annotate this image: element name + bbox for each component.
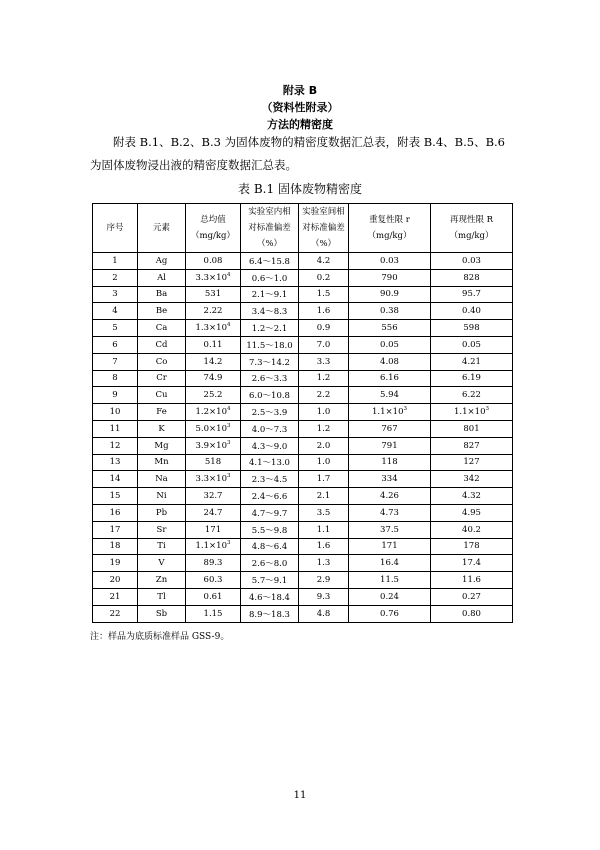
table-cell: 4.26 (349, 488, 431, 505)
table-row (93, 454, 513, 471)
table-cell: Ba (138, 286, 186, 303)
table-row (93, 370, 513, 387)
table-cell: Al (138, 269, 186, 286)
table-cell: 95.7 (431, 286, 513, 303)
table-cell: 4.21 (431, 353, 513, 370)
table-cell: 7 (93, 353, 138, 370)
table-cell: Ti (138, 538, 186, 555)
table-cell: 74.9 (186, 370, 241, 387)
table-cell: 1.7 (299, 471, 349, 488)
table-row (93, 572, 513, 589)
table-cell: $3.3\times 10^4$ (186, 269, 241, 286)
table-cell: 118 (349, 454, 431, 471)
table-cell: 4.08 (349, 353, 431, 370)
table-cell: 2.9 (299, 572, 349, 589)
table-cell: 531 (186, 286, 241, 303)
table-cell: $3.9\times 10^3$ (186, 437, 241, 454)
appendix-heading: 方法的精密度 (267, 118, 333, 131)
table-row (93, 387, 513, 404)
table-cell: 4.0～7.3 (241, 420, 299, 437)
table-cell: 40.2 (431, 521, 513, 538)
table-cell: 18 (93, 538, 138, 555)
table-cell: 11 (93, 420, 138, 437)
table-cell: 11.5～18.0 (241, 336, 299, 353)
table-cell: 171 (186, 521, 241, 538)
table-cell: Co (138, 353, 186, 370)
table-cell: 0.38 (349, 303, 431, 320)
table-cell: 4.1～13.0 (241, 454, 299, 471)
table-cell: Fe (138, 404, 186, 421)
table-cell: $1.1\times 10^3$ (431, 404, 513, 421)
table-cell: 14.2 (186, 353, 241, 370)
table-cell: 1 (93, 253, 138, 270)
table-header-row (93, 204, 513, 253)
table-cell: Ca (138, 320, 186, 337)
table-row (93, 404, 513, 421)
table-cell: 6.0～10.8 (241, 387, 299, 404)
table-cell: 171 (349, 538, 431, 555)
table-cell: 791 (349, 437, 431, 454)
table-body (93, 253, 513, 623)
table-cell: Pb (138, 504, 186, 521)
table-cell: 767 (349, 420, 431, 437)
table-cell: 3 (93, 286, 138, 303)
table-cell: 12 (93, 437, 138, 454)
table-cell: 518 (186, 454, 241, 471)
table-row (93, 320, 513, 337)
table-cell: 2.3～4.5 (241, 471, 299, 488)
appendix-subtitle: （资料性附录） (261, 101, 339, 114)
table-cell: 4.7～9.7 (241, 504, 299, 521)
table-caption: 表 B.1 固体废物精密度 (238, 182, 362, 196)
table-note: 注：样品为底质标准样品 GSS-9。 (90, 632, 230, 642)
table-cell: Ni (138, 488, 186, 505)
table-cell: 22 (93, 605, 138, 622)
table-cell: 2.1～9.1 (241, 286, 299, 303)
table-cell: 801 (431, 420, 513, 437)
table-cell: 127 (431, 454, 513, 471)
table-cell: Tl (138, 588, 186, 605)
table-cell: 16 (93, 504, 138, 521)
table-cell: 4.8～6.4 (241, 538, 299, 555)
table-cell: 0.27 (431, 588, 513, 605)
table-cell: 14 (93, 471, 138, 488)
table-cell: 3.4～8.3 (241, 303, 299, 320)
table-cell: 598 (431, 320, 513, 337)
table-cell: 0.24 (349, 588, 431, 605)
table-cell: 334 (349, 471, 431, 488)
table-cell: 2 (93, 269, 138, 286)
table-cell: 342 (431, 471, 513, 488)
table-cell: 1.2 (299, 420, 349, 437)
table-cell: Zn (138, 572, 186, 589)
table-cell: Cu (138, 387, 186, 404)
table-cell: Sr (138, 521, 186, 538)
table-row (93, 253, 513, 270)
intro-paragraph: 附表 B.1、B.2、B.3 为固体废物的精密度数据汇总表，附表 B.4、B.5、B.6 为固体废物浸出液的精密度数据汇总表。 (90, 135, 506, 172)
table-cell: 11.5 (349, 572, 431, 589)
table-row (93, 303, 513, 320)
header-element: 元素 (138, 204, 186, 253)
table-cell: 2.22 (186, 303, 241, 320)
table-cell: Na (138, 471, 186, 488)
table-cell: Be (138, 303, 186, 320)
table-cell: 0.05 (431, 336, 513, 353)
table-cell: 1.2～2.1 (241, 320, 299, 337)
table-cell: 2.6～8.0 (241, 555, 299, 572)
table-cell: 3.3 (299, 353, 349, 370)
table-cell: 10 (93, 404, 138, 421)
table-cell: 32.7 (186, 488, 241, 505)
table-cell: 1.1 (299, 521, 349, 538)
header-seq: 序号 (93, 204, 138, 253)
table-row (93, 420, 513, 437)
table-row (93, 286, 513, 303)
table-cell: 2.5～3.9 (241, 404, 299, 421)
table-row (93, 488, 513, 505)
table-cell: $5.0\times 10^3$ (186, 420, 241, 437)
table-cell: 556 (349, 320, 431, 337)
table-row (93, 336, 513, 353)
table-cell: 0.03 (349, 253, 431, 270)
table-cell: 0.05 (349, 336, 431, 353)
table-cell: 1.6 (299, 538, 349, 555)
table-cell: 1.2 (299, 370, 349, 387)
table-cell: 37.5 (349, 521, 431, 538)
table-cell: 5.5～9.8 (241, 521, 299, 538)
table-cell: Mg (138, 437, 186, 454)
page-number: 11 (293, 790, 307, 801)
table-cell: 8.9～18.3 (241, 605, 299, 622)
table-cell: 6 (93, 336, 138, 353)
table-cell: 5.94 (349, 387, 431, 404)
table-cell: 828 (431, 269, 513, 286)
table-cell: 24.7 (186, 504, 241, 521)
table-cell: 9 (93, 387, 138, 404)
table-cell: 0.9 (299, 320, 349, 337)
table-row (93, 504, 513, 521)
table-row (93, 538, 513, 555)
table-cell: 0.76 (349, 605, 431, 622)
table-cell: 0.11 (186, 336, 241, 353)
table-cell: 60.3 (186, 572, 241, 589)
table-cell: Ag (138, 253, 186, 270)
table-cell: 178 (431, 538, 513, 555)
table-cell: 17 (93, 521, 138, 538)
header-mean: 总均值 （mg/kg） (186, 204, 241, 253)
table-cell: 4.2 (299, 253, 349, 270)
header-repeatability: 重复性限 r （mg/kg） (349, 204, 431, 253)
table-cell: 1.0 (299, 404, 349, 421)
table-cell: 0.2 (299, 269, 349, 286)
table-row (93, 555, 513, 572)
table-cell: 4.6～18.4 (241, 588, 299, 605)
table-cell: 11.6 (431, 572, 513, 589)
table-cell: 1.6 (299, 303, 349, 320)
table-cell: 6.4～15.8 (241, 253, 299, 270)
table-cell: 2.1 (299, 488, 349, 505)
table-row (93, 605, 513, 622)
table-cell: 4.32 (431, 488, 513, 505)
table-row (93, 588, 513, 605)
table-row (93, 471, 513, 488)
table-cell: 1.3 (299, 555, 349, 572)
table-cell: 9.3 (299, 588, 349, 605)
precision-table (92, 203, 513, 623)
table-cell: 2.4～6.6 (241, 488, 299, 505)
table-cell: 0.40 (431, 303, 513, 320)
header-reproducibility: 再现性限 R （mg/kg） (431, 204, 513, 253)
table-cell: 4.95 (431, 504, 513, 521)
table-cell: $1.3\times 10^4$ (186, 320, 241, 337)
table-cell: $3.3\times 10^3$ (186, 471, 241, 488)
appendix-title: 附录 B (282, 84, 318, 97)
table-cell: 20 (93, 572, 138, 589)
table-cell: 89.3 (186, 555, 241, 572)
header-rsd-within: 实验室内相 对标准偏差 （%） (241, 204, 299, 253)
table-cell: 4.8 (299, 605, 349, 622)
table-cell: 4.3～9.0 (241, 437, 299, 454)
table-cell: 4 (93, 303, 138, 320)
table-cell: 3.5 (299, 504, 349, 521)
table-row (93, 269, 513, 286)
table-cell: Mn (138, 454, 186, 471)
table-cell: 7.0 (299, 336, 349, 353)
table-cell: 0.08 (186, 253, 241, 270)
table-row (93, 353, 513, 370)
table-cell: 790 (349, 269, 431, 286)
table-cell: 1.15 (186, 605, 241, 622)
table-cell: 2.0 (299, 437, 349, 454)
table-row (93, 437, 513, 454)
table-cell: $1.1\times 10^3$ (186, 538, 241, 555)
table-cell: 1.5 (299, 286, 349, 303)
table-row (93, 521, 513, 538)
table-cell: 0.80 (431, 605, 513, 622)
table-cell: 19 (93, 555, 138, 572)
table-cell: 0.6～1.0 (241, 269, 299, 286)
table-cell: $1.1\times 10^3$ (349, 404, 431, 421)
table-cell: 1.0 (299, 454, 349, 471)
table-cell: 827 (431, 437, 513, 454)
table-cell: V (138, 555, 186, 572)
table-cell: $1.2\times 10^4$ (186, 404, 241, 421)
table-cell: K (138, 420, 186, 437)
table-cell: Cd (138, 336, 186, 353)
table-cell: 5 (93, 320, 138, 337)
table-cell: 6.22 (431, 387, 513, 404)
table-cell: Cr (138, 370, 186, 387)
table-cell: 2.2 (299, 387, 349, 404)
table-cell: 6.16 (349, 370, 431, 387)
table-cell: 6.19 (431, 370, 513, 387)
table-cell: 2.6～3.3 (241, 370, 299, 387)
table-cell: 90.9 (349, 286, 431, 303)
table-cell: 15 (93, 488, 138, 505)
table-cell: 25.2 (186, 387, 241, 404)
header-rsd-between: 实验室间相 对标准偏差 （%） (299, 204, 349, 253)
table-cell: Sb (138, 605, 186, 622)
table-cell: 16.4 (349, 555, 431, 572)
table-cell: 4.73 (349, 504, 431, 521)
table-cell: 0.03 (431, 253, 513, 270)
table-cell: 21 (93, 588, 138, 605)
table-cell: 5.7～9.1 (241, 572, 299, 589)
table-cell: 13 (93, 454, 138, 471)
table-cell: 8 (93, 370, 138, 387)
table-cell: 0.61 (186, 588, 241, 605)
table-cell: 7.3～14.2 (241, 353, 299, 370)
table-cell: 17.4 (431, 555, 513, 572)
